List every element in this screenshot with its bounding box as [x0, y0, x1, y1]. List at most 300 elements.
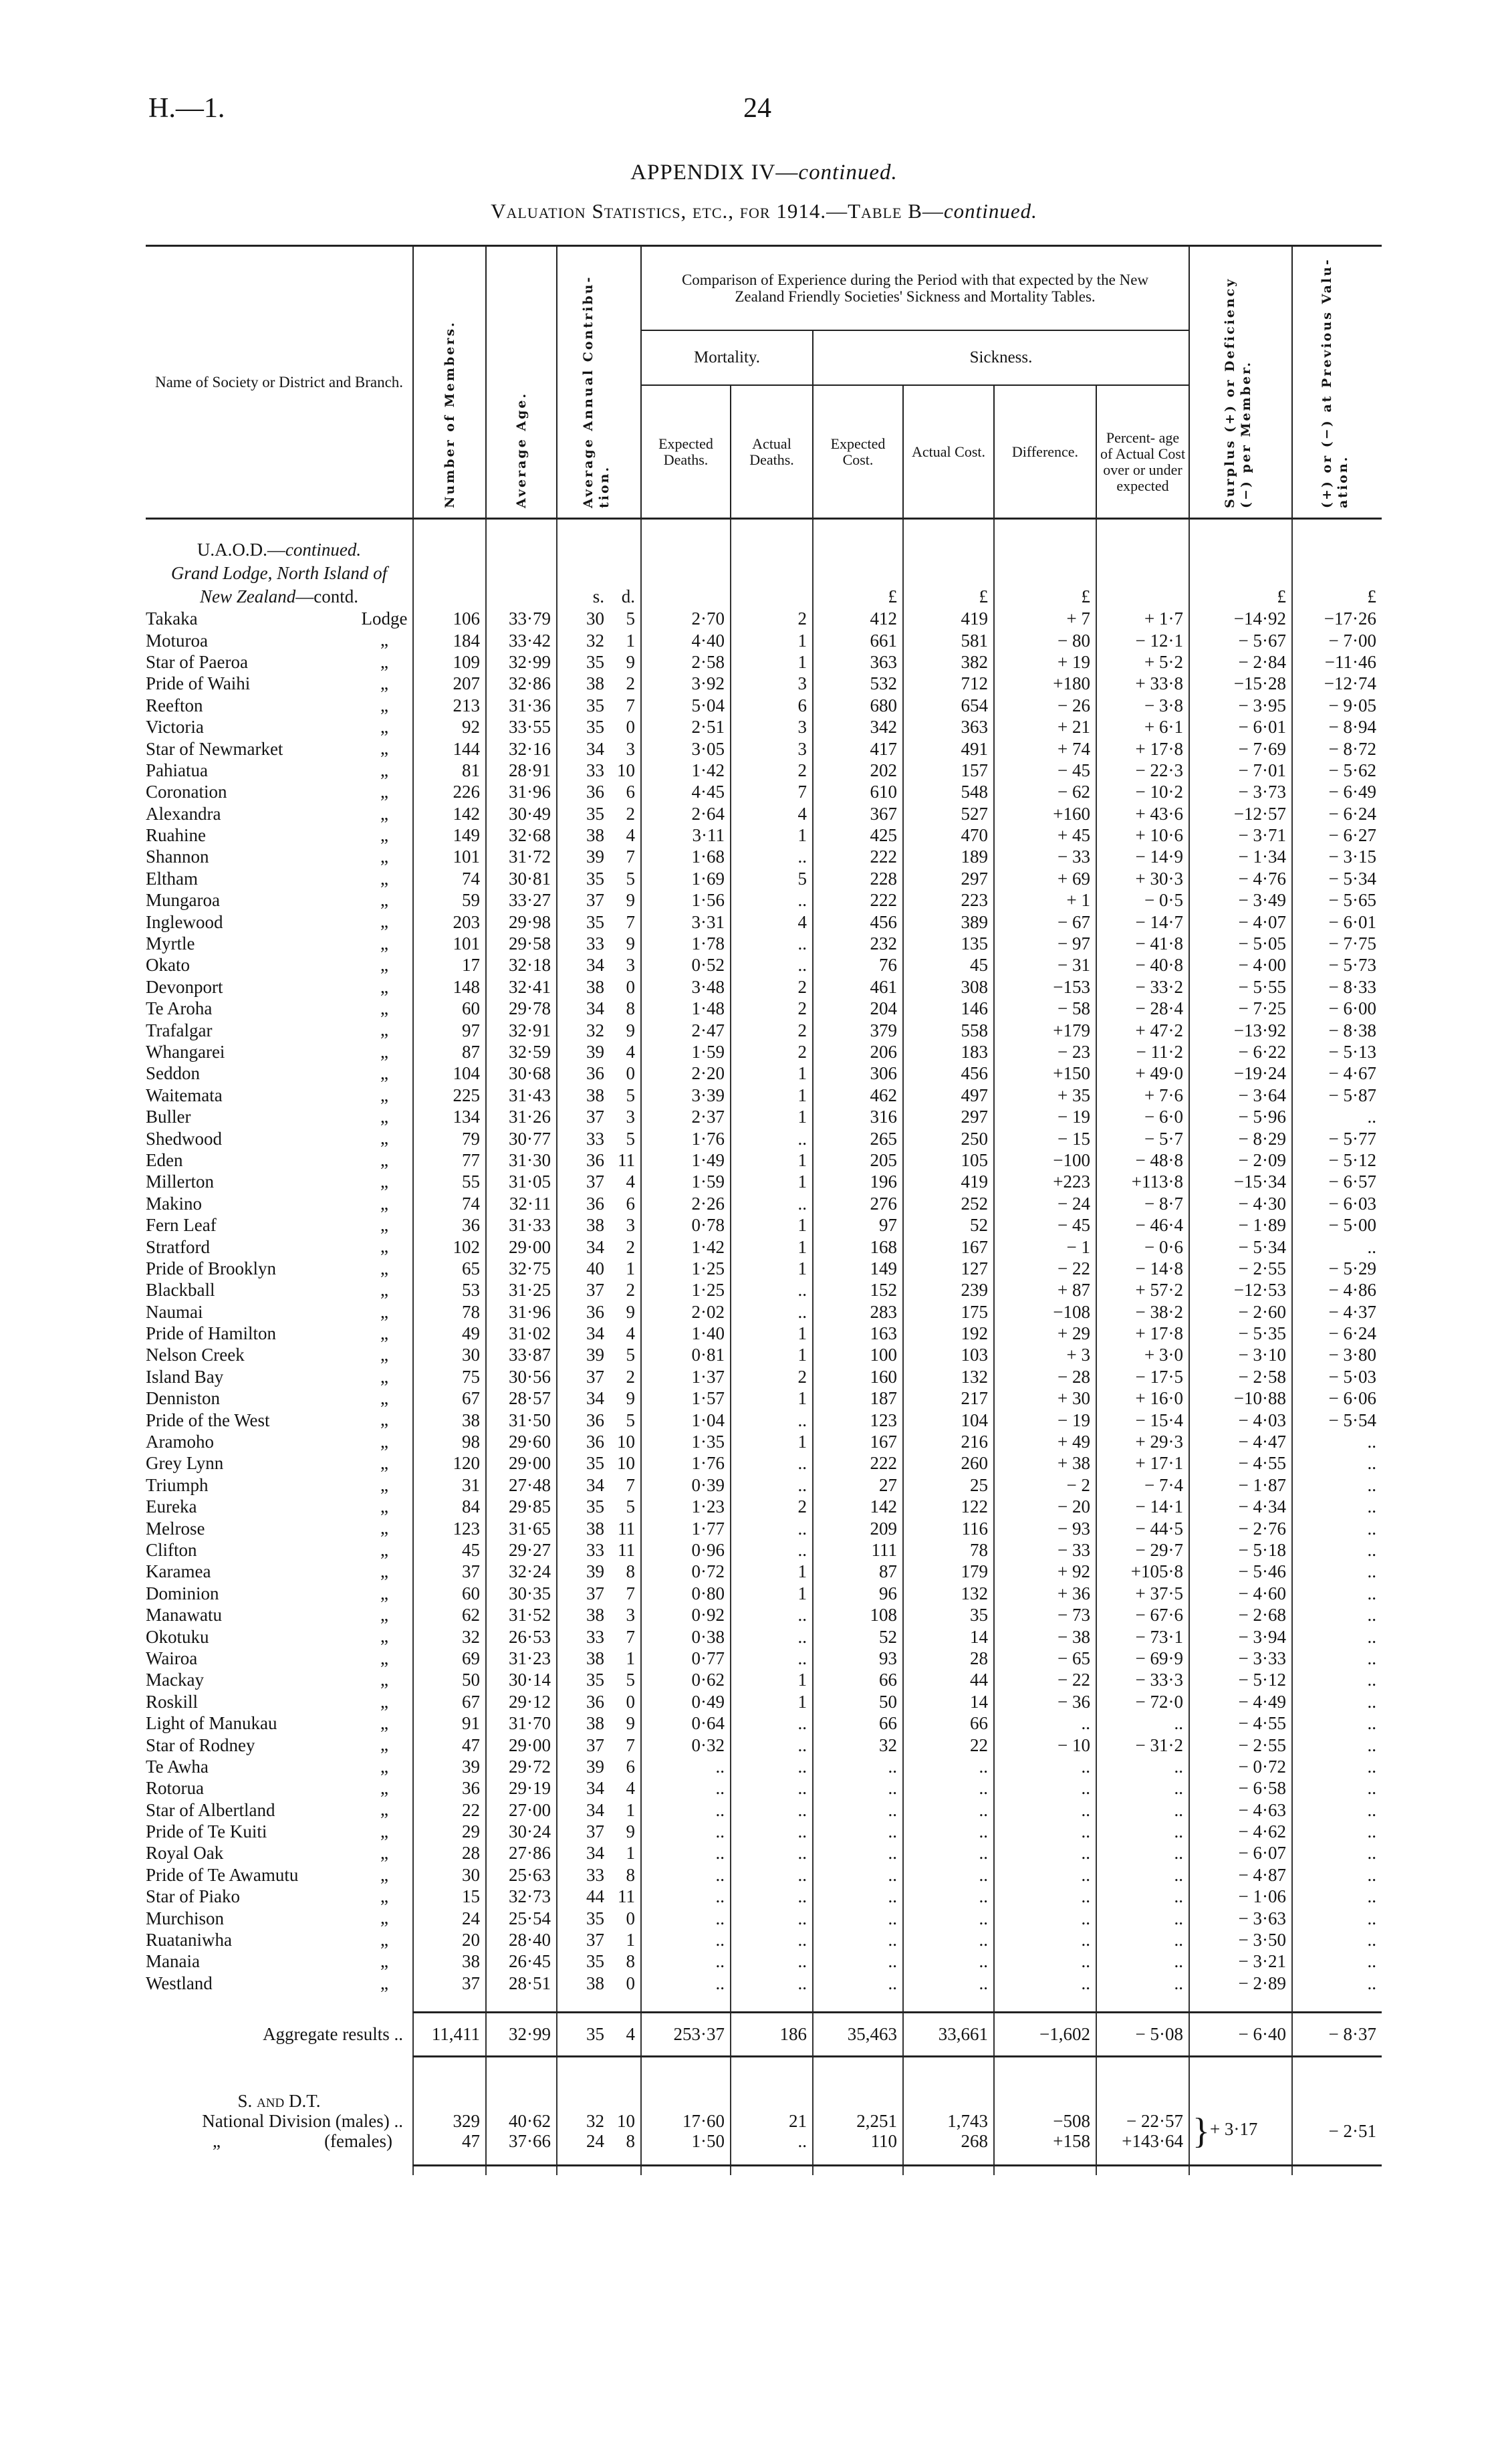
cell-surplus: − 2·09	[1189, 1149, 1292, 1171]
cell-previous-valuation: − 5·03	[1292, 1366, 1382, 1387]
cell-expected-deaths: 4·40	[641, 629, 731, 651]
cell-actual-deaths: ..	[731, 1799, 813, 1820]
males-contrib-d: 10	[617, 2111, 635, 2131]
cell-actual-deaths: ..	[731, 1886, 813, 1907]
cell-expected-cost: 363	[813, 651, 903, 673]
cell-previous-valuation: ..	[1292, 1604, 1382, 1626]
cell-suffix: „	[380, 1453, 388, 1474]
cell-percentage: − 33·3	[1096, 1669, 1189, 1690]
name-cell	[146, 1019, 413, 1040]
cell-name: Myrtle	[146, 933, 195, 954]
cell-contrib-d: 11	[618, 1886, 635, 1907]
cell-actual-cost: 223	[903, 889, 994, 911]
cell-actual-deaths: 1	[731, 1387, 813, 1409]
cell-suffix: „	[380, 976, 388, 997]
cell-surplus: − 2·89	[1189, 1973, 1292, 1994]
contribution-cell	[557, 1539, 641, 1561]
cell-avg-age: 27·48	[486, 1474, 557, 1496]
cell-members: 32	[413, 1626, 486, 1647]
cell-expected-deaths: 4·45	[641, 781, 731, 802]
cell-name: Inglewood	[146, 911, 223, 932]
cell-percentage: − 38·2	[1096, 1301, 1189, 1323]
contribution-cell	[557, 1106, 641, 1127]
table-row	[146, 1085, 1382, 1106]
table-row	[146, 1756, 1382, 1777]
cell-suffix: „	[380, 673, 388, 694]
appendix-heading	[146, 160, 1382, 185]
spacer-row	[146, 1994, 1382, 2012]
cell-actual-cost: 419	[903, 1171, 994, 1192]
cell-actual-deaths: ..	[731, 1712, 813, 1734]
cell-members: 75	[413, 1366, 486, 1387]
cell-percentage: ..	[1096, 1886, 1189, 1907]
name-cell	[146, 1583, 413, 1604]
table-row	[146, 1214, 1382, 1236]
ditto-mark: „	[213, 2131, 221, 2151]
cell-previous-valuation: − 8·72	[1292, 738, 1382, 759]
cell-avg-age: 33·42	[486, 629, 557, 651]
table-row	[146, 1950, 1382, 1972]
cell-contrib-s: 44	[586, 1886, 604, 1907]
cell-avg-age: 32·24	[486, 1561, 557, 1582]
males-percentage: − 22·57	[1096, 2111, 1189, 2131]
cell-name: Star of Albertland	[146, 1799, 275, 1820]
cell-contrib-d: 7	[626, 911, 635, 932]
table-row	[146, 608, 1382, 629]
cell-difference: − 22	[994, 1258, 1096, 1279]
cell-difference: − 45	[994, 1214, 1096, 1236]
cell-percentage: + 17·1	[1096, 1452, 1189, 1474]
valuation-table	[146, 245, 1382, 2175]
cell-actual-deaths: ..	[731, 1756, 813, 1777]
contribution-cell	[557, 1085, 641, 1106]
aggregate-previous: − 8·37	[1292, 2012, 1382, 2056]
cell-surplus: − 3·49	[1189, 889, 1292, 911]
cell-actual-deaths: 1	[731, 1669, 813, 1690]
cell-expected-cost: ..	[813, 1777, 903, 1799]
cell-difference: − 23	[994, 1041, 1096, 1062]
cell-actual-deaths: 1	[731, 1149, 813, 1171]
cell-percentage: − 73·1	[1096, 1626, 1189, 1647]
cell-expected-deaths: 0·77	[641, 1648, 731, 1669]
table-row	[146, 1171, 1382, 1192]
cell-difference: − 33	[994, 846, 1096, 867]
cell-difference: +160	[994, 803, 1096, 824]
cell-actual-cost: 456	[903, 1062, 994, 1084]
cell-contrib-s: 37	[586, 1171, 604, 1192]
name-cell	[146, 933, 413, 954]
cell-contrib-s: 36	[586, 1410, 604, 1430]
cell-members: 144	[413, 738, 486, 759]
cell-actual-deaths: ..	[731, 1734, 813, 1755]
cell-members: 55	[413, 1171, 486, 1192]
contribution-cell	[557, 1756, 641, 1777]
cell-expected-deaths: ..	[641, 1777, 731, 1799]
cell-suffix: „	[380, 1388, 388, 1409]
cell-previous-valuation: − 3·15	[1292, 846, 1382, 867]
cell-avg-age: 31·26	[486, 1106, 557, 1127]
name-cell	[146, 629, 413, 651]
cell-expected-cost: 462	[813, 1085, 903, 1106]
cell-percentage: ..	[1096, 1821, 1189, 1842]
cell-expected-deaths: ..	[641, 1756, 731, 1777]
name-cell	[146, 1950, 413, 1972]
cell-actual-deaths: 2	[731, 760, 813, 781]
cell-expected-cost: 100	[813, 1344, 903, 1365]
cell-actual-cost: 22	[903, 1734, 994, 1755]
cell-actual-deaths: ..	[731, 1648, 813, 1669]
cell-actual-cost: 217	[903, 1387, 994, 1409]
cell-difference: − 22	[994, 1669, 1096, 1690]
contribution-cell	[557, 1366, 641, 1387]
table-row	[146, 695, 1382, 716]
cell-percentage: ..	[1096, 1842, 1189, 1864]
cell-actual-deaths: ..	[731, 1842, 813, 1864]
cell-avg-age: 31·50	[486, 1409, 557, 1430]
table-row	[146, 1366, 1382, 1387]
cell-members: 78	[413, 1301, 486, 1323]
cell-contrib-s: 37	[586, 1107, 604, 1127]
cell-previous-valuation: − 4·67	[1292, 1062, 1382, 1084]
cell-expected-cost: ..	[813, 1821, 903, 1842]
table-row	[146, 954, 1382, 976]
contribution-cell	[557, 1973, 641, 1994]
cell-percentage: − 29·7	[1096, 1539, 1189, 1561]
name-cell	[146, 1648, 413, 1669]
contribution-cell	[557, 673, 641, 694]
cell-actual-deaths: ..	[731, 1864, 813, 1886]
cell-actual-cost: 363	[903, 716, 994, 738]
cell-previous-valuation: − 6·57	[1292, 1171, 1382, 1192]
cell-actual-cost: 104	[903, 1409, 994, 1430]
appendix-italic: continued.	[798, 160, 898, 185]
cell-difference: − 36	[994, 1691, 1096, 1712]
aggregate-contrib-s: 35	[586, 2023, 604, 2044]
table-row	[146, 760, 1382, 781]
cell-suffix: „	[380, 1908, 388, 1928]
cell-avg-age: 31·72	[486, 846, 557, 867]
cell-members: 37	[413, 1973, 486, 1994]
cell-contrib-d: 7	[626, 1626, 635, 1647]
cell-actual-deaths: ..	[731, 1821, 813, 1842]
cell-difference: + 49	[994, 1431, 1096, 1452]
cell-avg-age: 33·55	[486, 716, 557, 738]
cell-percentage: + 37·5	[1096, 1583, 1189, 1604]
cell-expected-cost: 412	[813, 608, 903, 629]
cell-previous-valuation: − 6·00	[1292, 998, 1382, 1019]
cell-avg-age: 31·05	[486, 1171, 557, 1192]
table-row	[146, 846, 1382, 867]
cell-members: 101	[413, 933, 486, 954]
cell-expected-cost: 152	[813, 1279, 903, 1301]
cell-percentage: + 57·2	[1096, 1279, 1189, 1301]
name-cell	[146, 1323, 413, 1344]
cell-contrib-d: 7	[626, 695, 635, 715]
cell-surplus: − 2·55	[1189, 1734, 1292, 1755]
cell-actual-cost: 581	[903, 629, 994, 651]
cell-difference: −108	[994, 1301, 1096, 1323]
name-cell	[146, 1062, 413, 1084]
cell-expected-deaths: 1·76	[641, 1127, 731, 1149]
cell-members: 203	[413, 911, 486, 932]
cell-difference: + 35	[994, 1085, 1096, 1106]
cell-contrib-s: 30	[586, 608, 604, 629]
name-cell	[146, 1734, 413, 1755]
cell-contrib-s: 35	[586, 1908, 604, 1928]
cell-actual-cost: 78	[903, 1539, 994, 1561]
cell-percentage: + 30·3	[1096, 868, 1189, 889]
cell-actual-deaths: ..	[731, 1907, 813, 1928]
cell-surplus: − 4·07	[1189, 911, 1292, 932]
cell-members: 15	[413, 1886, 486, 1907]
cell-contrib-s: 34	[586, 1236, 604, 1257]
cell-name: Trafalgar	[146, 1020, 213, 1040]
society-heading	[146, 538, 413, 561]
cell-actual-cost: 14	[903, 1691, 994, 1712]
cell-members: 20	[413, 1929, 486, 1950]
table-row	[146, 1561, 1382, 1582]
contribution-cell	[557, 1431, 641, 1452]
cell-previous-valuation: ..	[1292, 1106, 1382, 1127]
cell-difference: + 3	[994, 1344, 1096, 1365]
cell-expected-deaths: 0·72	[641, 1561, 731, 1582]
females-avg-age: 37·66	[486, 2131, 557, 2151]
cell-surplus: − 1·87	[1189, 1474, 1292, 1496]
cell-name: Ruahine	[146, 825, 206, 846]
name-cell	[146, 1258, 413, 1279]
cell-percentage: − 12·1	[1096, 629, 1189, 651]
name-cell	[146, 954, 413, 976]
cell-previous-valuation: − 5·73	[1292, 954, 1382, 976]
table-title-main: Valuation Statistics, etc., for 1914.—Table B—	[491, 199, 944, 223]
cell-contrib-s: 34	[586, 1799, 604, 1820]
name-cell	[146, 1539, 413, 1561]
name-cell	[146, 1561, 413, 1582]
name-cell	[146, 716, 413, 738]
cell-suffix: „	[380, 651, 388, 672]
cell-surplus: − 4·55	[1189, 1452, 1292, 1474]
col-header-sickness: Sickness.	[813, 330, 1189, 385]
table-row	[146, 1236, 1382, 1257]
contribution-cell	[557, 846, 641, 867]
cell-contrib-s: 36	[586, 1432, 604, 1452]
name-cell	[146, 1279, 413, 1301]
cell-name: Makino	[146, 1193, 202, 1214]
name-cell	[146, 1712, 413, 1734]
cell-avg-age: 31·96	[486, 781, 557, 802]
cell-suffix: „	[380, 1604, 388, 1625]
cell-expected-deaths: 3·05	[641, 738, 731, 759]
brace-icon: }	[1193, 2111, 1210, 2151]
cell-expected-deaths: 1·35	[641, 1431, 731, 1452]
cell-previous-valuation: ..	[1292, 1583, 1382, 1604]
cell-actual-deaths: 1	[731, 824, 813, 846]
col-header-comparison-text: Comparison of Experience during the Period with that expected by the New Zealand Friendly Societies' Sickness and Mortality Tables.	[681, 271, 1149, 305]
cell-contrib-d: 9	[626, 1821, 635, 1842]
cell-expected-deaths: 1·78	[641, 933, 731, 954]
cell-percentage: + 1·7	[1096, 608, 1189, 629]
contribution-cell	[557, 1474, 641, 1496]
cell-previous-valuation: ..	[1292, 1950, 1382, 1972]
cell-members: 97	[413, 1019, 486, 1040]
cell-previous-valuation: −12·74	[1292, 673, 1382, 694]
col-header-expected-cost: Expected Cost.	[813, 385, 903, 519]
cell-contrib-d: 9	[626, 1388, 635, 1409]
females-label-cell	[146, 2131, 413, 2151]
cell-surplus: − 2·84	[1189, 651, 1292, 673]
cell-difference: − 45	[994, 760, 1096, 781]
cell-surplus: − 5·12	[1189, 1669, 1292, 1690]
contribution-cell	[557, 976, 641, 998]
cell-members: 92	[413, 716, 486, 738]
cell-members: 81	[413, 760, 486, 781]
cell-suffix: „	[380, 998, 388, 1019]
cell-suffix: „	[380, 1366, 388, 1387]
cell-difference: − 73	[994, 1604, 1096, 1626]
cell-percentage: − 0·6	[1096, 1236, 1189, 1257]
contribution-cell	[557, 1821, 641, 1842]
cell-avg-age: 29·12	[486, 1691, 557, 1712]
contribution-cell	[557, 933, 641, 954]
table-row	[146, 1777, 1382, 1799]
cell-avg-age: 31·96	[486, 1301, 557, 1323]
table-row	[146, 1019, 1382, 1040]
contribution-cell	[557, 1929, 641, 1950]
cell-contrib-d: 5	[626, 1345, 635, 1365]
contribution-cell	[557, 1907, 641, 1928]
cell-contrib-d: 4	[626, 825, 635, 846]
cell-previous-valuation: − 6·24	[1292, 1323, 1382, 1344]
contribution-cell	[557, 1041, 641, 1062]
cell-avg-age: 32·99	[486, 651, 557, 673]
cell-name: Reefton	[146, 695, 203, 715]
col-header-actual-deaths: Actual Deaths.	[731, 385, 813, 519]
cell-actual-deaths: ..	[731, 1409, 813, 1430]
aggregate-actual-deaths: 186	[731, 2012, 813, 2056]
cell-name: Nelson Creek	[146, 1345, 245, 1365]
cell-percentage: − 15·4	[1096, 1409, 1189, 1430]
cell-surplus: − 1·06	[1189, 1886, 1292, 1907]
cell-expected-cost: 168	[813, 1236, 903, 1257]
cell-expected-deaths: 1·42	[641, 760, 731, 781]
cell-expected-deaths: 1·76	[641, 1452, 731, 1474]
cell-actual-deaths: 2	[731, 608, 813, 629]
cell-contrib-s: 34	[586, 998, 604, 1019]
males-actual-deaths: 21	[731, 2111, 813, 2131]
cell-surplus: − 3·21	[1189, 1950, 1292, 1972]
cell-name: Millerton	[146, 1171, 214, 1192]
cell-percentage: ..	[1096, 1950, 1189, 1972]
cell-percentage: + 43·6	[1096, 803, 1189, 824]
cell-contrib-s: 37	[586, 1734, 604, 1755]
contribution-cell	[557, 803, 641, 824]
cell-expected-cost: 32	[813, 1734, 903, 1755]
cell-contrib-s: 35	[586, 1453, 604, 1474]
cell-contrib-s: 38	[586, 1973, 604, 1993]
col-header-comparison	[641, 246, 1189, 331]
cell-expected-deaths: 1·59	[641, 1041, 731, 1062]
cell-expected-cost: 456	[813, 911, 903, 932]
name-cell	[146, 1171, 413, 1192]
cell-previous-valuation: ..	[1292, 1886, 1382, 1907]
cell-surplus: −14·92	[1189, 608, 1292, 629]
cell-avg-age: 33·27	[486, 889, 557, 911]
cell-surplus: − 3·33	[1189, 1648, 1292, 1669]
males-expected-deaths: 17·60	[641, 2111, 731, 2131]
cell-contrib-d: 7	[626, 1583, 635, 1603]
cell-actual-deaths: 4	[731, 803, 813, 824]
cell-suffix: „	[380, 955, 388, 976]
cell-percentage: − 67·6	[1096, 1604, 1189, 1626]
cell-contrib-s: 33	[586, 1128, 604, 1149]
cell-difference: − 19	[994, 1409, 1096, 1430]
cell-name: Blackball	[146, 1280, 215, 1301]
cell-difference: − 65	[994, 1648, 1096, 1669]
cell-members: 102	[413, 1236, 486, 1257]
cell-actual-cost: 116	[903, 1517, 994, 1539]
cell-actual-deaths: 6	[731, 695, 813, 716]
col-header-surplus-text: Surplus (+) or Deficiency (−) per Member.	[1223, 277, 1254, 508]
cell-actual-deaths: ..	[731, 1193, 813, 1214]
cell-expected-cost: 610	[813, 781, 903, 802]
females-label: (females)	[324, 2131, 392, 2151]
contribution-cell	[557, 1062, 641, 1084]
cell-previous-valuation: − 6·27	[1292, 824, 1382, 846]
cell-expected-deaths: 2·51	[641, 716, 731, 738]
cell-percentage: + 16·0	[1096, 1387, 1189, 1409]
contribution-cell	[557, 1626, 641, 1647]
cell-previous-valuation: ..	[1292, 1236, 1382, 1257]
name-cell	[146, 1106, 413, 1127]
cell-members: 24	[413, 1907, 486, 1928]
cell-expected-deaths: 2·58	[641, 651, 731, 673]
cell-avg-age: 30·49	[486, 803, 557, 824]
col-header-avg-age	[486, 246, 557, 519]
cell-name: Buller	[146, 1107, 191, 1127]
name-cell	[146, 911, 413, 932]
cell-difference: + 7	[994, 608, 1096, 629]
table-row	[146, 998, 1382, 1019]
cell-suffix: „	[380, 1951, 388, 1972]
cell-difference: +223	[994, 1171, 1096, 1192]
cell-expected-cost: 96	[813, 1583, 903, 1604]
table-row	[146, 1409, 1382, 1430]
cell-difference: ..	[994, 1929, 1096, 1950]
cell-members: 77	[413, 1149, 486, 1171]
cell-avg-age: 29·00	[486, 1452, 557, 1474]
contribution-cell	[557, 738, 641, 759]
cell-avg-age: 31·23	[486, 1648, 557, 1669]
cell-actual-deaths: 1	[731, 1062, 813, 1084]
cell-contrib-s: 38	[586, 1605, 604, 1626]
aggregate-label: Aggregate results ..	[263, 2023, 403, 2044]
cell-percentage: − 33·2	[1096, 976, 1189, 998]
cell-expected-deaths: ..	[641, 1907, 731, 1928]
cell-actual-cost: 297	[903, 868, 994, 889]
cell-members: 148	[413, 976, 486, 998]
cell-actual-cost: 527	[903, 803, 994, 824]
table-row	[146, 673, 1382, 694]
cell-percentage: − 6·0	[1096, 1106, 1189, 1127]
cell-avg-age: 30·68	[486, 1062, 557, 1084]
cell-avg-age: 26·45	[486, 1950, 557, 1972]
table-row	[146, 1149, 1382, 1171]
cell-suffix: „	[380, 1583, 388, 1603]
contribution-cell	[557, 1799, 641, 1820]
cell-contrib-d: 0	[626, 1908, 635, 1928]
cell-previous-valuation: − 7·00	[1292, 629, 1382, 651]
contribution-cell	[557, 824, 641, 846]
